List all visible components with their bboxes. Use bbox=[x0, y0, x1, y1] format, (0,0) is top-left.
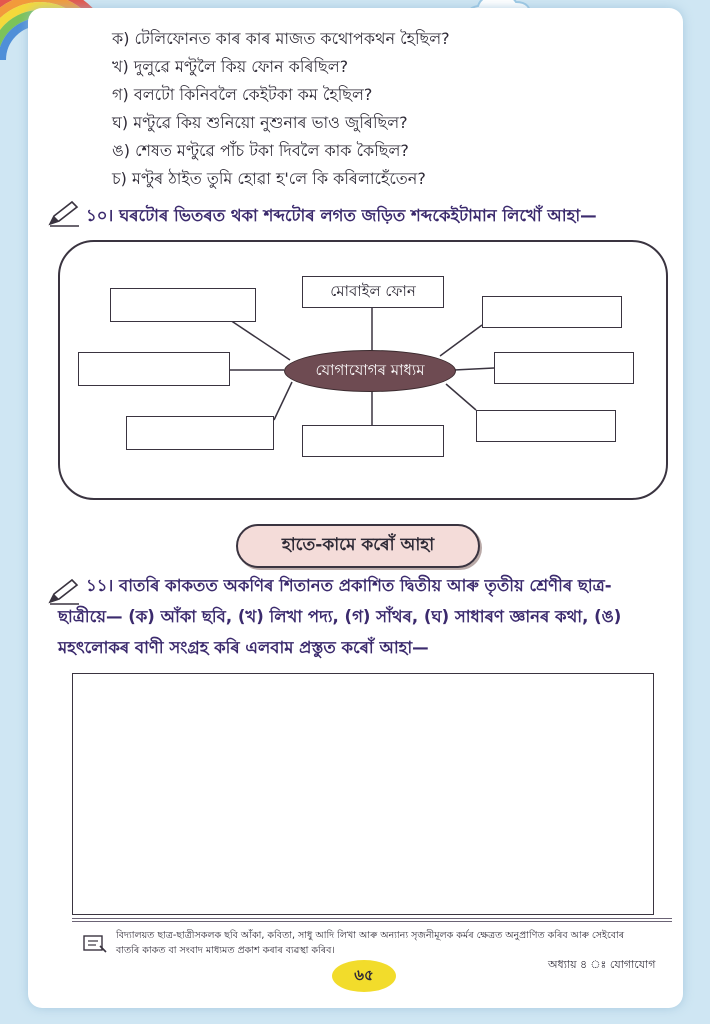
word-map-center-oval: যোগাযোগৰ মাধ্যম bbox=[284, 350, 456, 392]
word-box-empty-right-bottom[interactable] bbox=[476, 410, 616, 442]
task-11-line-2: ছাত্ৰীয়ে— (ক) আঁকা ছবি, (খ) লিখা পদ্য, (গ) সাঁথৰ, (ঘ) সাধাৰণ জ্ঞানৰ কথা, (ঙ) bbox=[58, 607, 622, 626]
question-ga: গ) বলটো কিনিবলৈ কেইটকা কম হৈছিল? bbox=[112, 85, 373, 104]
section-banner: হাতে-কামে কৰোঁ আহা bbox=[236, 524, 480, 568]
word-box-empty-left-bottom[interactable] bbox=[126, 416, 274, 450]
question-cha: চ) মণ্টুৰ ঠাইত তুমি হোৱা হ'লে কি কৰিলাহেঁতেন? bbox=[112, 169, 426, 188]
teacher-note-icon bbox=[82, 932, 108, 954]
word-box-empty-right-middle[interactable] bbox=[494, 352, 634, 384]
word-box-empty-bottom[interactable] bbox=[302, 425, 444, 457]
footnote-text bbox=[116, 928, 672, 958]
footnote-line-2: বাতৰি কাকত বা সংবাদ মাধ্যমত প্ৰকাশ কৰাৰ ব্যৱস্থা কৰিব। bbox=[116, 945, 335, 956]
chapter-label: অধ্যায় ৪ ঃ যোগাযোগ bbox=[548, 958, 656, 971]
page-number: ৬৫ bbox=[332, 960, 396, 992]
word-box-empty-left-top[interactable] bbox=[110, 288, 256, 322]
task-11-line-1: ১১। বাতৰি কাকতত অকণিৰ শিতানত প্ৰকাশিত দ্বিতীয় আৰু তৃতীয় শ্ৰেণীৰ ছাত্ৰ- bbox=[86, 576, 612, 595]
footnote-line-1: বিদ্যালয়ত ছাত্ৰ-ছাত্ৰীসকলক ছবি আঁকা, কবিতা, সাধু আদি লিখা আৰু অন্যান্য সৃজনীমূলক কৰ্মৰ ক্ষেত্ৰত অনুপ্ৰাণিত কৰিব আৰু সেইবোৰ bbox=[116, 930, 625, 941]
question-uma: ঙ) শেষত মণ্টুৱে পাঁচ টকা দিবলৈ কাক কৈছিল? bbox=[112, 141, 409, 160]
word-box-mobile-phone: মোবাইল ফোন bbox=[302, 276, 444, 308]
task-10-instruction: ১০। ঘৰটোৰ ভিতৰত থকা শব্দটোৰ লগত জড়িত শব্দকেইটামান লিখোঁ আহা— bbox=[86, 206, 597, 225]
question-kha: খ) দুলুৱে মণ্টুলৈ কিয় ফোন কৰিছিল? bbox=[112, 57, 349, 76]
word-box-empty-right-top[interactable] bbox=[482, 296, 622, 328]
word-box-empty-left-middle[interactable] bbox=[78, 352, 230, 386]
question-ka: ক) টেলিফোনত কাৰ কাৰ মাজত কথোপকথন হৈছিল? bbox=[112, 29, 450, 48]
task-11-line-3: মহৎলোকৰ বাণী সংগ্ৰহ কৰি এলবাম প্ৰস্তুত কৰোঁ আহা— bbox=[58, 638, 429, 657]
question-gha: ঘ) মণ্টুৱে কিয় শুনিয়ো নুশুনাৰ ভাও জুৰিছিল? bbox=[112, 113, 408, 132]
album-answer-box[interactable] bbox=[72, 673, 654, 915]
